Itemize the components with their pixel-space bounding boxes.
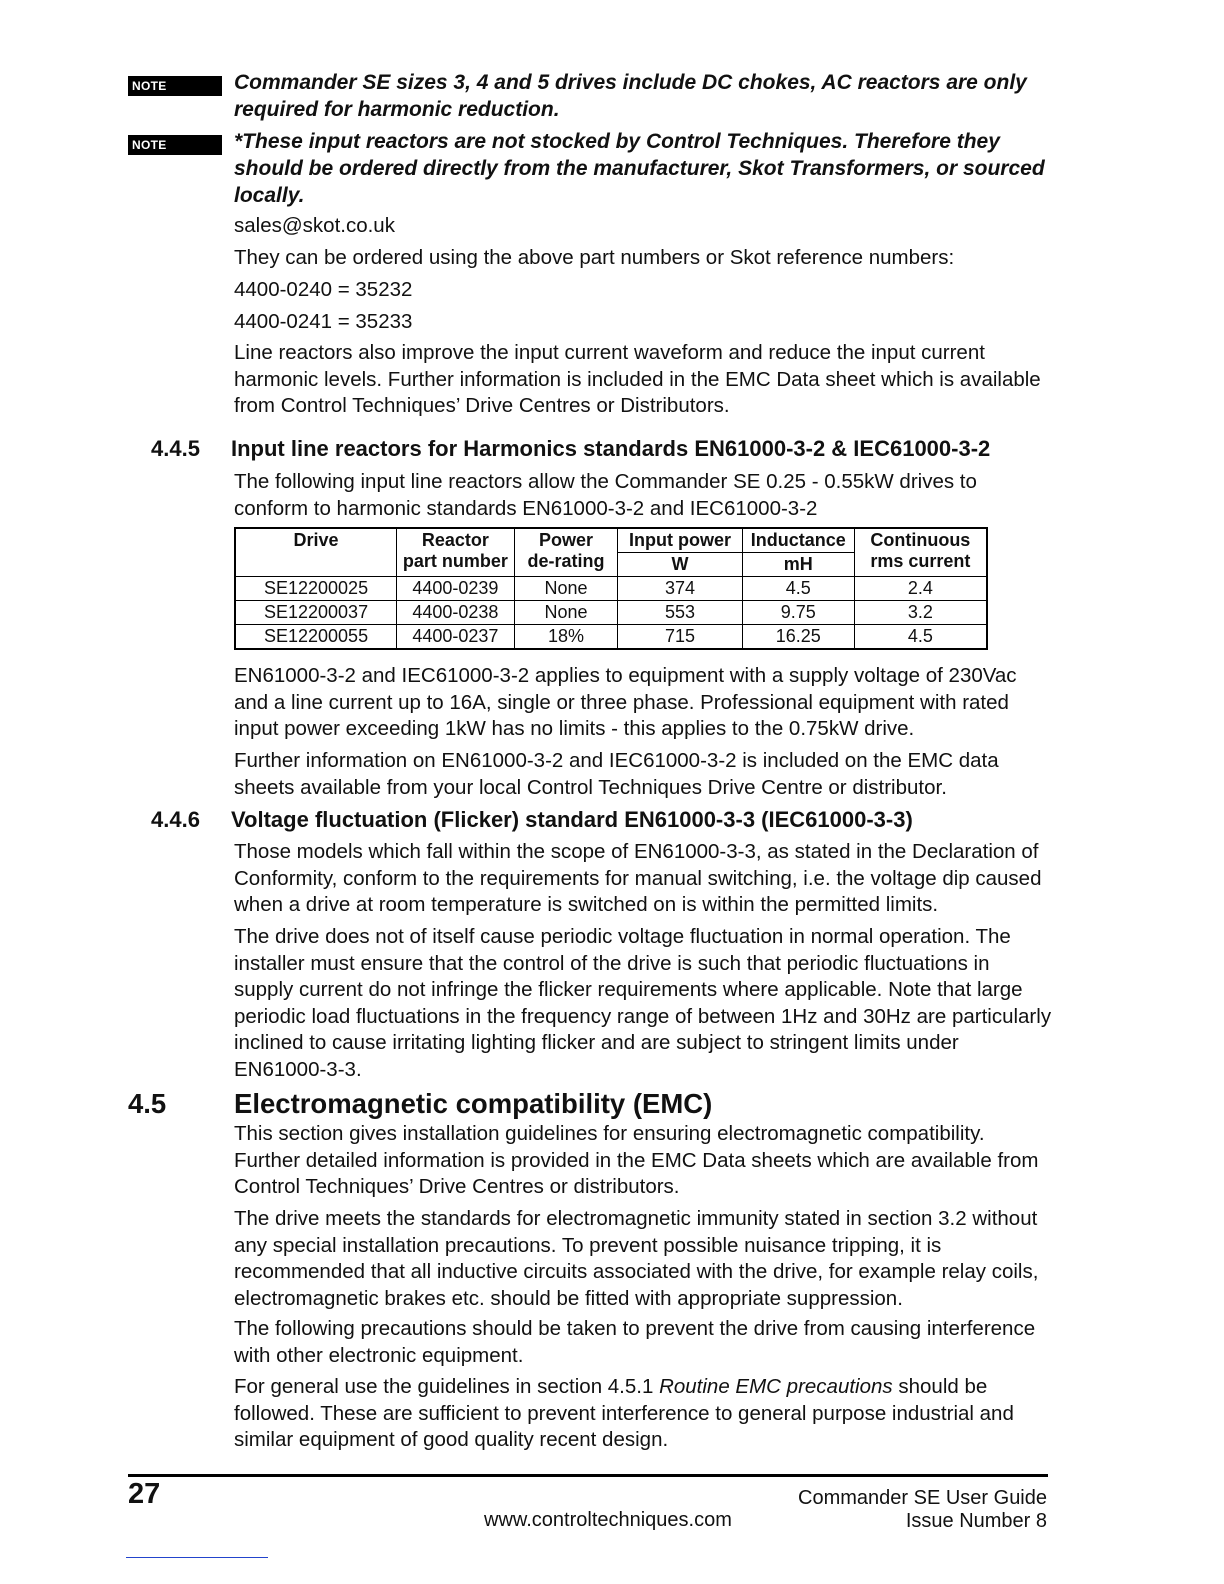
section-number: 4.4.6 [151,807,200,832]
section-title: Input line reactors for Harmonics standards EN61000-3-2 & IEC61000-3-2 [231,436,991,461]
table-header-row [235,528,987,553]
table-row [235,625,987,650]
header-drive: Drive [235,528,397,577]
note-badge: NOTE [128,76,222,96]
cell-power: 553 [618,601,742,625]
cell-current: 2.4 [854,577,987,601]
cell-inductance: 9.75 [742,601,854,625]
paragraph: The following precautions should be taken to prevent the drive from causing interference with other electronic equipment. [234,1317,1036,1367]
reference-number: 4400-0241 = 35233 [234,310,413,333]
cell-reactor: 4400-0238 [397,601,515,625]
header-power-derating: Power de-rating [514,528,618,577]
footer-url: www.controltechniques.com [484,1509,732,1531]
cell-power: 374 [618,577,742,601]
section-number: 4.5 [128,1088,167,1119]
paragraph: Further information on EN61000-3-2 and IEC61000-3-2 is included on the EMC data sheets available from your local Control Techniques Drive Centre or distributor. [234,749,999,799]
paragraph: The drive meets the standards for electromagnetic immunity stated in section 3.2 without any special installation precautions. To prevent possible nuisance tripping, it is recommended that all inductive circuits associated with the drive, for example relay coils, electromagnetic brakes etc. should be fitted with appropriate suppression. [234,1207,1039,1310]
paragraph: Those models which fall within the scope of EN61000-3-3, as stated in the Declaration of Conformity, conform to the requirements for manual switching, i.e. the voltage dip caused when a drive at room temperature is switched on is within the permitted limits. [234,840,1042,916]
paragraph: For general use the guidelines in section 4.5.1 Routine EMC precautions should be followed. These are sufficient to prevent interference to general purpose industrial and similar equipment of good quality recent design. [234,1375,1014,1451]
unit-millihenry: mH [742,553,854,577]
footer-divider [128,1474,1048,1477]
cell-current: 3.2 [854,601,987,625]
cell-inductance: 16.25 [742,625,854,650]
note-text: Commander SE sizes 3, 4 and 5 drives include DC chokes, AC reactors are only required for harmonic reduction. [234,71,1027,121]
reactor-table [234,527,988,650]
cell-drive: SE12200037 [235,601,397,625]
order-text: They can be ordered using the above part numbers or Skot reference numbers: [234,246,955,269]
cell-derating: None [514,601,618,625]
paragraph: The following input line reactors allow the Commander SE 0.25 - 0.55kW drives to conform to harmonic standards EN61000-3-2 and IEC61000-3-2 [234,470,977,520]
footer-guide-info [798,1487,1047,1533]
cell-derating: None [514,577,618,601]
cross-reference: Routine EMC precautions [659,1375,893,1398]
cell-current: 4.5 [854,625,987,650]
guide-title: Commander SE User Guide [798,1487,1047,1509]
paragraph: Line reactors also improve the input current waveform and reduce the input current harmonic levels. Further information is included in the EMC Data sheet which is available from Control Techniques’ Drive Centres or Distributors. [234,341,1041,417]
cell-power: 715 [618,625,742,650]
table-row [235,601,987,625]
issue-number: Issue Number 8 [905,1510,1047,1532]
cell-reactor: 4400-0239 [397,577,515,601]
note-badge: NOTE [128,135,222,155]
note-text: *These input reactors are not stocked by Control Techniques. Therefore they should be ordered directly from the manufacturer, Skot Transformers, or sourced locally. [234,130,1045,207]
cell-inductance: 4.5 [742,577,854,601]
paragraph: EN61000-3-2 and IEC61000-3-2 applies to equipment with a supply voltage of 230Vac and a line current up to 16A, single or three phase. Professional equipment with rated input power exceeding 1kW has no limits - this applies to the 0.75kW drive. [234,664,1017,740]
cell-derating: 18% [514,625,618,650]
cell-reactor: 4400-0237 [397,625,515,650]
cell-drive: SE12200055 [235,625,397,650]
header-input-power: Input power [618,528,742,553]
email-text: sales@skot.co.uk [234,214,395,237]
table-row [235,577,987,601]
decorative-line [126,1557,268,1558]
page-number: 27 [128,1478,161,1510]
header-reactor: Reactor part number [397,528,515,577]
header-inductance: Inductance [742,528,854,553]
reference-number: 4400-0240 = 35232 [234,278,413,301]
paragraph: The drive does not of itself cause periodic voltage fluctuation in normal operation. The installer must ensure that the control of the drive is such that periodic fluctuations in supply current do not infringe the flicker requirements where applicable. Note that large periodic load fluctuations in the frequency range of between 1Hz and 30Hz are particularly inclined to cause irritating lighting flicker and are subject to stringent limits under EN61000-3-3. [234,925,1052,1081]
unit-watts: W [618,553,742,577]
section-title: Voltage fluctuation (Flicker) standard EN61000-3-3 (IEC61000-3-3) [231,807,913,832]
section-title: Electromagnetic compatibility (EMC) [234,1088,713,1119]
section-number: 4.4.5 [151,436,200,461]
header-continuous-current: Continuous rms current [854,528,987,577]
paragraph: This section gives installation guidelines for ensuring electromagnetic compatibility. Further detailed information is provided in the EMC Data sheets which are available from Control Techniques’ Drive Centres or distributors. [234,1122,1039,1198]
cell-drive: SE12200025 [235,577,397,601]
